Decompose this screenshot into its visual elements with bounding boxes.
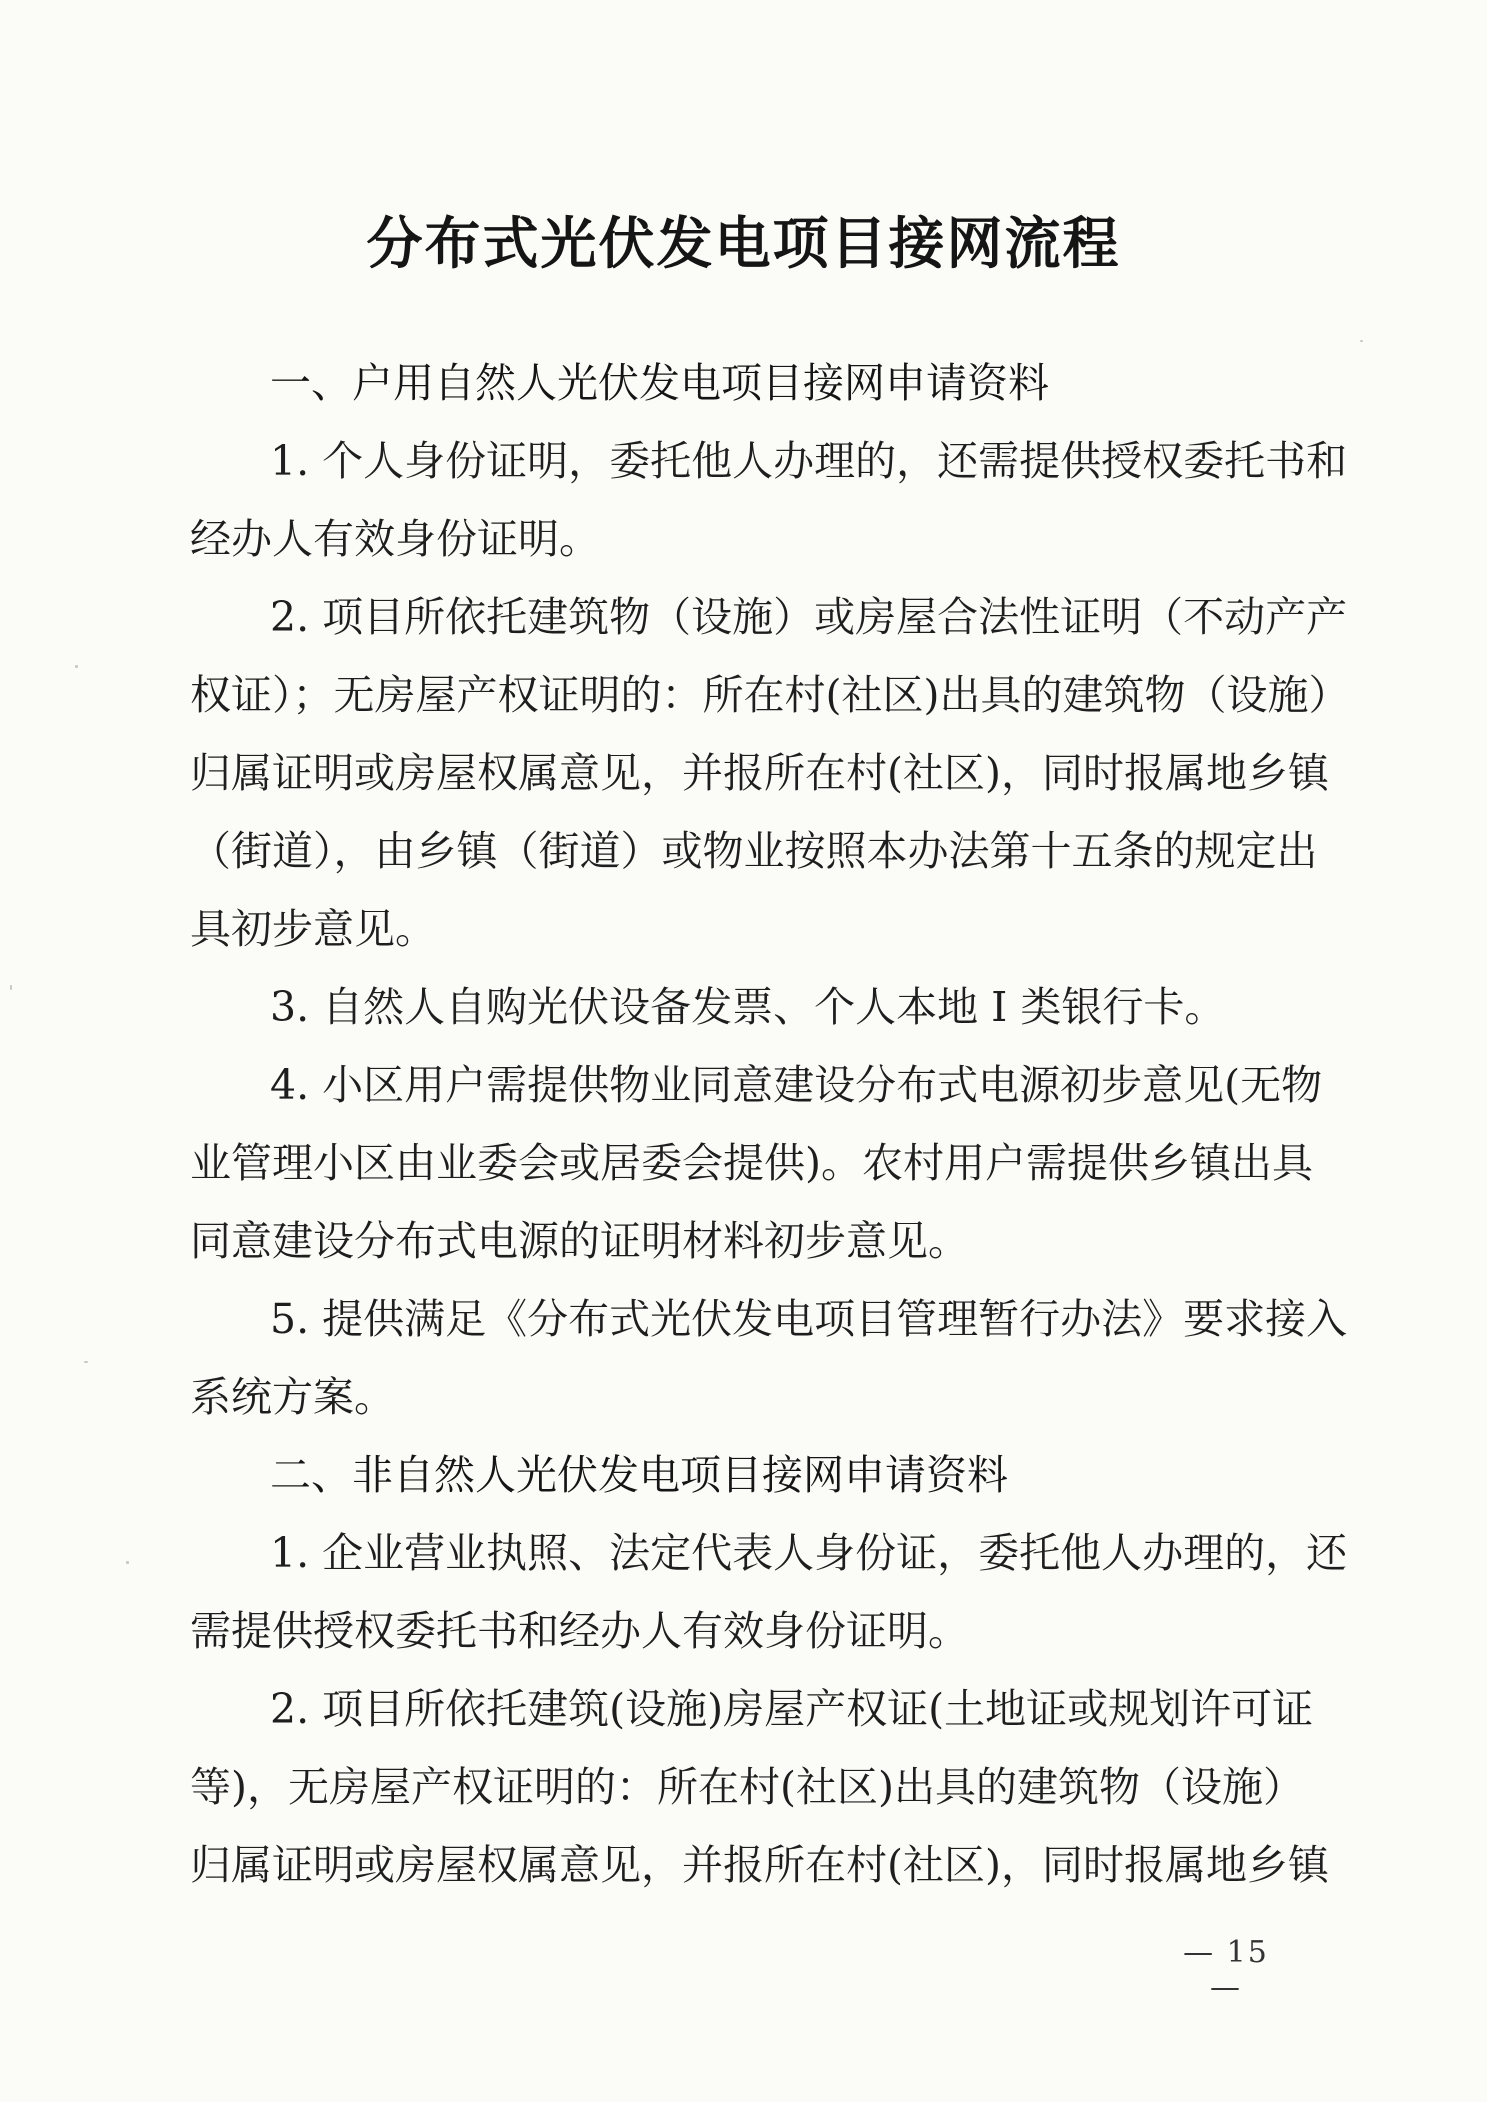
body-line: 等)，无房屋产权证明的：所在村(社区)出具的建筑物（设施） <box>190 1763 1304 1811</box>
scan-speck <box>10 985 12 990</box>
body-line: 1. 企业营业执照、法定代表人身份证，委托他人办理的，还 <box>270 1529 1348 1577</box>
body-line: 具初步意见。 <box>190 905 436 953</box>
body-line: 系统方案。 <box>190 1373 395 1421</box>
body-line: 2. 项目所依托建筑(设施)房屋产权证(土地证或规划许可证 <box>270 1685 1314 1733</box>
body-line: 权证）；无房屋产权证明的：所在村(社区)出具的建筑物（设施） <box>190 671 1350 719</box>
scan-speck <box>1360 340 1363 342</box>
body-line: 归属证明或房屋权属意见，并报所在村(社区)，同时报属地乡镇 <box>190 749 1329 797</box>
scan-speck <box>84 1361 88 1363</box>
scan-speck <box>75 665 78 668</box>
body-line: 经办人有效身份证明。 <box>190 515 600 563</box>
body-line: 3. 自然人自购光伏设备发票、个人本地 I 类银行卡。 <box>270 983 1226 1031</box>
body-line: 5. 提供满足《分布式光伏发电项目管理暂行办法》要求接入 <box>270 1295 1348 1343</box>
scan-speck <box>126 1561 129 1564</box>
body-line: 需提供授权委托书和经办人有效身份证明。 <box>190 1607 969 1655</box>
page-number: — 15 — <box>1183 1935 1269 2005</box>
body-line: 归属证明或房屋权属意见，并报所在村(社区)，同时报属地乡镇 <box>190 1841 1329 1889</box>
body-line: 4. 小区用户需提供物业同意建设分布式电源初步意见(无物 <box>270 1061 1323 1109</box>
page-title: 分布式光伏发电项目接网流程 <box>366 211 1121 277</box>
body-line: 1. 个人身份证明，委托他人办理的，还需提供授权委托书和 <box>270 437 1348 485</box>
body-line: 2. 项目所依托建筑物（设施）或房屋合法性证明（不动产产 <box>270 593 1348 641</box>
body-line: （街道），由乡镇（街道）或物业按照本办法第十五条的规定出 <box>190 827 1318 875</box>
body-line: 同意建设分布式电源的证明材料初步意见。 <box>190 1217 969 1265</box>
section-heading-1: 一、户用自然人光伏发电项目接网申请资料 <box>270 359 1049 407</box>
body-line: 业管理小区由业委会或居委会提供)。农村用户需提供乡镇出具 <box>190 1139 1313 1187</box>
section-heading-2: 二、非自然人光伏发电项目接网申请资料 <box>270 1451 1008 1499</box>
